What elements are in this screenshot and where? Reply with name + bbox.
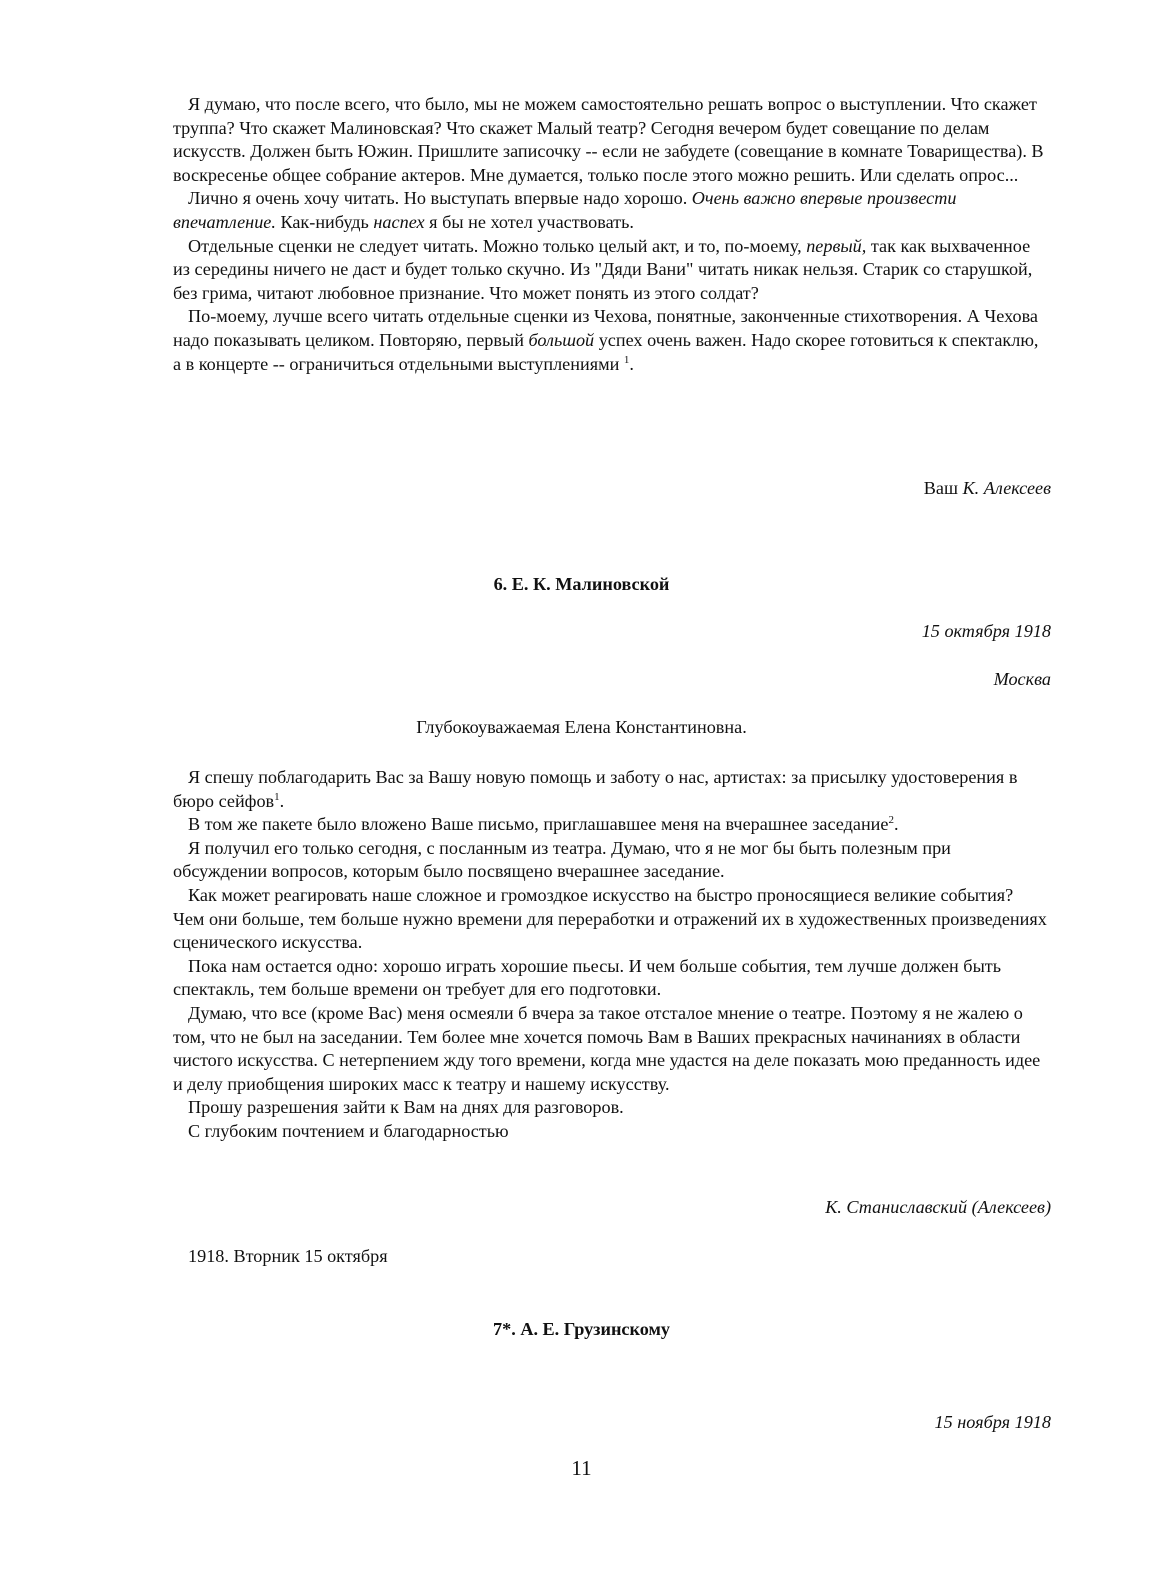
text-run: я бы не хотел участвовать. xyxy=(424,211,634,232)
footnote-marker[interactable]: 1 xyxy=(623,353,630,366)
text-run: Отдельные сценки не следует читать. Можно только целый акт, и то, по-моему, xyxy=(188,235,807,256)
letter1-body xyxy=(173,93,1049,376)
letter1-paragraph-2 xyxy=(173,187,1049,234)
italic-run: большой xyxy=(528,329,595,350)
text-run: Я спешу поблагодарить Вас за Вашу новую помощь и заботу о нас, артистах: за присылку удостоверения в бюро сейфов xyxy=(173,767,1018,811)
text-run: Как-нибудь xyxy=(275,211,374,232)
signature-name: К. Алексеев xyxy=(962,478,1051,498)
letter2-heading: 6. Е. К. Малиновской xyxy=(493,574,670,594)
letter1-paragraph-4 xyxy=(173,305,1049,376)
text-run: . xyxy=(894,814,899,835)
text-run: Лично я очень хочу читать. Но выступать впервые надо хорошо. xyxy=(188,188,692,209)
signature-prefix: Ваш xyxy=(923,478,963,498)
letter2-paragraph-6: Думаю, что все (кроме Вас) меня осмеяли б вчера за такое отсталое мнение о театре. Поэтому я не жалею о том, что не был на заседании. Тем более мне хочется помочь Вам в Ваших прекрасных начинаниях в области чистого искусства. С нетерпением жду того времени, когда мне удастся на деле показать мою преданность идее и делу приобщения широких масс к театру и нашему искусству. xyxy=(173,1002,1041,1094)
letter1-signature xyxy=(924,478,1051,499)
letter2-paragraph-5: Пока нам остается одно: хорошо играть хорошие пьесы. И чем больше события, тем лучше должен быть спектакль, тем больше времени он требует для его подготовки. xyxy=(173,955,1002,1000)
text-run: . xyxy=(279,790,285,811)
letter2-body xyxy=(173,766,1049,1144)
text-run: успех очень важен. Надо скорее готовиться к спектаклю, а в концерте -- ограничиться отдельными выступлениями xyxy=(173,329,1039,374)
text-run: В том же пакете было вложено Ваше письмо, приглашавшее меня на вчерашнее заседание xyxy=(188,814,889,835)
page-number: 11 xyxy=(571,1456,592,1480)
footnote-marker[interactable]: 1 xyxy=(274,790,280,803)
text-run: так как выхваченное из середины ничего не даст и будет только скучно. Из "Дяди Вани" читать никак нельзя. Старик со старушкой, без грима, читают любовное признание. Что может понять из этого солдат? xyxy=(173,235,1033,303)
letter2-dateline: 1918. Вторник 15 октября xyxy=(188,1246,388,1266)
letter2-paragraph-4: Как может реагировать наше сложное и громоздкое искусство на быстро проносящиеся великие события? Чем они больше, тем больше нужно времени для переработки и отражений их в художественных произведениях сценического искусства. xyxy=(173,884,1047,953)
text-run: По-моему, лучше всего читать отдельные сценки из Чехова, понятные, законченные стихотворения. А Чехова надо показывать целиком. Повторяю, первый xyxy=(173,306,1038,350)
italic-run: наспех xyxy=(373,211,425,232)
italic-run: первый, xyxy=(806,235,867,256)
letter2-paragraph-3: Я получил его только сегодня, с посланным из театра. Думаю, что я не мог бы быть полезным при обсуждении вопросов, которым было посвящено вчерашнее заседание. xyxy=(173,837,951,882)
letter1-paragraph-1: Я думаю, что после всего, что было, мы не можем самостоятельно решать вопрос о выступлении. Что скажет труппа? Что скажет Малиновская? Что скажет Малый театр? Сегодня вечером будет совещание по делам искусств. Должен быть Южин. Пришлите записочку -- если не забудете (совещание в комнате Товарищества). В воскресенье общее собрание актеров. Мне думается, только после этого можно решить. Или сделать опрос... xyxy=(173,94,1044,185)
letter1-paragraph-3 xyxy=(173,235,1049,306)
letter2-signature: К. Станиславский (Алексеев) xyxy=(825,1197,1051,1217)
letter2-paragraph-8: С глубоким почтением и благодарностью xyxy=(188,1120,509,1141)
letter2-date: 15 октября 1918 xyxy=(921,621,1051,641)
footnote-marker[interactable]: 2 xyxy=(888,814,894,827)
letter2-place: Москва xyxy=(993,669,1051,689)
letter2-salutation: Глубокоуважаемая Елена Константиновна. xyxy=(416,717,747,737)
letter3-heading: 7*. А. Е. Грузинскому xyxy=(493,1319,670,1339)
letter2-paragraph-7: Прошу разрешения зайти к Вам на днях для разговоров. xyxy=(188,1097,624,1118)
letter2-paragraph-1 xyxy=(173,766,1049,813)
italic-run: Очень важно впервые произвести впечатление. xyxy=(173,188,957,232)
letter2-paragraph-2 xyxy=(173,813,1049,837)
text-run: . xyxy=(629,353,634,374)
letter3-date: 15 ноября 1918 xyxy=(934,1412,1051,1432)
